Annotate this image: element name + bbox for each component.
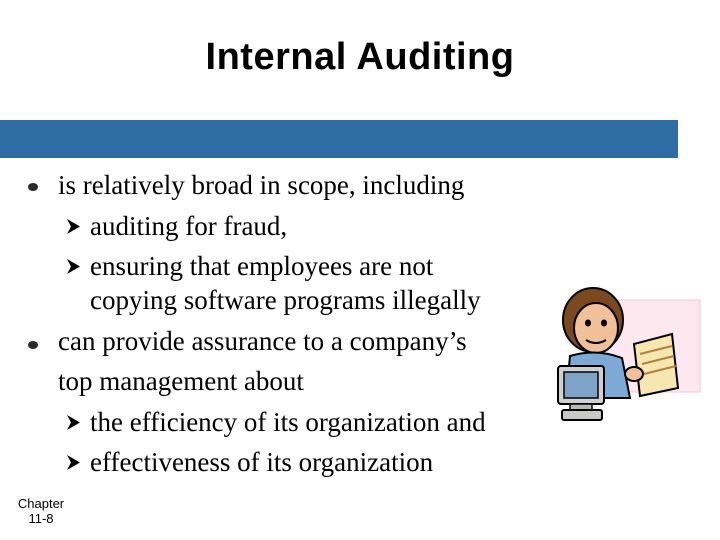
- sub-item: the efficiency of its organization and: [90, 407, 486, 437]
- header-band: [0, 120, 678, 158]
- sub-item-continuation: copying software programs illegally: [90, 285, 481, 315]
- sub-item: ensuring that employees are not: [90, 251, 434, 281]
- chapter-label: [14, 496, 68, 526]
- arrow-bullet-icon: [65, 454, 82, 471]
- bullet-2-line-2: top management about: [58, 366, 304, 396]
- sub-item: auditing for fraud,: [90, 211, 288, 241]
- bullet-2-line-1: can provide assurance to a company’s: [58, 326, 467, 356]
- chapter-label-line-1: Chapter: [17, 496, 65, 511]
- arrow-bullet-icon: [65, 414, 82, 431]
- chapter-number: 11-8: [28, 511, 54, 526]
- bullet-1-text: is relatively broad in scope, including: [58, 170, 465, 200]
- person-with-computer-clipart: [548, 278, 713, 428]
- arrow-bullet-icon: [65, 258, 82, 275]
- sub-item: effectiveness of its organization: [90, 447, 434, 477]
- bullet-dot: [28, 341, 38, 349]
- bullet-dot: [28, 183, 38, 191]
- arrow-bullet-icon: [65, 218, 82, 235]
- slide-title: Internal Auditing: [205, 36, 515, 78]
